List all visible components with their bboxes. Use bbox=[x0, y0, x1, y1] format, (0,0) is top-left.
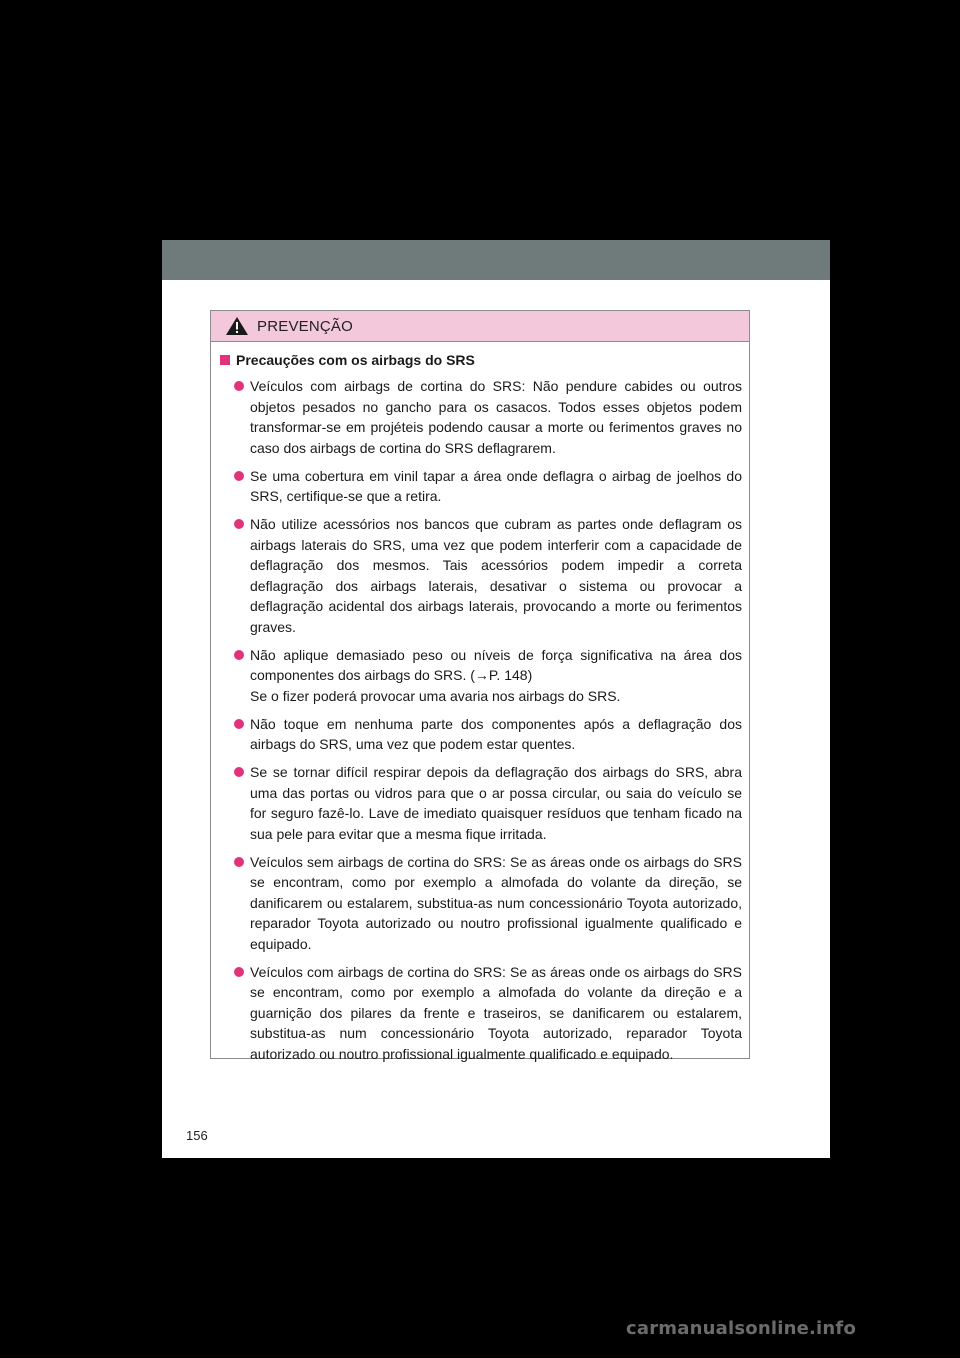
bullet-dot-icon bbox=[234, 767, 244, 777]
section-heading-text: Precauções com os airbags do SRS bbox=[236, 352, 475, 368]
warning-header bbox=[211, 311, 749, 342]
list-item-text: Não toque em nenhuma parte dos componentes após a deflagração dos airbags do SRS, uma vez que podem estar quentes. bbox=[250, 715, 742, 752]
list-item bbox=[220, 514, 742, 637]
list-item-text: Se uma cobertura em vinil tapar a área onde deflagra o airbag de joelhos do SRS, certifique-se que a retira. bbox=[250, 467, 742, 504]
bullet-dot-icon bbox=[234, 650, 244, 660]
list-item bbox=[220, 762, 742, 844]
list-item bbox=[220, 714, 742, 755]
list-item-text: Se se tornar difícil respirar depois da deflagração dos airbags do SRS, abra uma das portas ou vidros para que o ar possa circular, ou saia do veículo se for seguro fazê-lo. Lave de imediato quaisquer resíduos que tenham ficado na sua pele para evitar que a mesma fique irritada. bbox=[250, 764, 742, 842]
bullet-dot-icon bbox=[234, 967, 244, 977]
list-item-text: Não aplique demasiado peso ou níveis de força significativa na área dos componentes dos airbags do SRS. (→P. 148) bbox=[250, 646, 742, 683]
list-item-text: Veículos com airbags de cortina do SRS: Se as áreas onde os airbags do SRS se encontram, como por exemplo a almofada do volante da direção e a guarnição dos pilares da frente e traseiros, se danificarem ou estalarem, substitua-as num concessionário Toyota autorizado, reparador Toyota autorizado ou noutro profissional igualmente qualificado e equipado. bbox=[250, 963, 742, 1062]
bullet-dot-icon bbox=[234, 381, 244, 391]
manual-page bbox=[162, 240, 830, 1158]
bullet-dot-icon bbox=[234, 471, 244, 481]
warning-title: PREVENÇÃO bbox=[257, 317, 353, 335]
square-bullet-icon bbox=[220, 355, 230, 365]
page-header-bar bbox=[162, 240, 830, 282]
section-heading bbox=[220, 352, 742, 368]
warning-body bbox=[211, 342, 749, 1064]
warning-box bbox=[210, 310, 750, 1062]
list-item-text: Veículos com airbags de cortina do SRS: Não pendure cabides ou outros objetos pesados no gancho para os casacos. Todos esses objetos podem transformar-se em projéteis podendo causar a morte ou ferimentos graves no caso dos airbags de cortina do SRS deflagrarem. bbox=[250, 378, 742, 456]
list-item bbox=[220, 466, 742, 507]
watermark: carmanualsonline.info bbox=[626, 1318, 857, 1339]
list-item bbox=[220, 962, 742, 1065]
list-item bbox=[220, 376, 742, 458]
page-number: 156 bbox=[186, 1128, 208, 1143]
list-item-note: Se o fizer poderá provocar uma avaria nos airbags do SRS. bbox=[250, 687, 621, 704]
warning-triangle-icon bbox=[225, 316, 249, 336]
bullet-dot-icon bbox=[234, 519, 244, 529]
list-item bbox=[220, 852, 742, 955]
list-item-text: Não utilize acessórios nos bancos que cubram as partes onde deflagram os airbags laterais do SRS, uma vez que podem interferir com a capacidade de deflagração dos mesmos. Tais acessórios podem impedir a correta deflagração dos airbags laterais, desativar o sistema ou provocar a deflagração acidental dos airbags laterais, provocando a morte ou ferimentos graves. bbox=[250, 516, 742, 635]
bullet-dot-icon bbox=[234, 719, 244, 729]
list-item-text: Veículos sem airbags de cortina do SRS: Se as áreas onde os airbags do SRS se encontram, como por exemplo a almofada do volante da direção, se danificarem ou estalarem, substitua-as num concessionário Toyota autorizado, reparador Toyota autorizado ou noutro profissional igualmente qualificado e equipado. bbox=[250, 853, 742, 952]
bullet-dot-icon bbox=[234, 857, 244, 867]
list-item bbox=[220, 645, 742, 707]
